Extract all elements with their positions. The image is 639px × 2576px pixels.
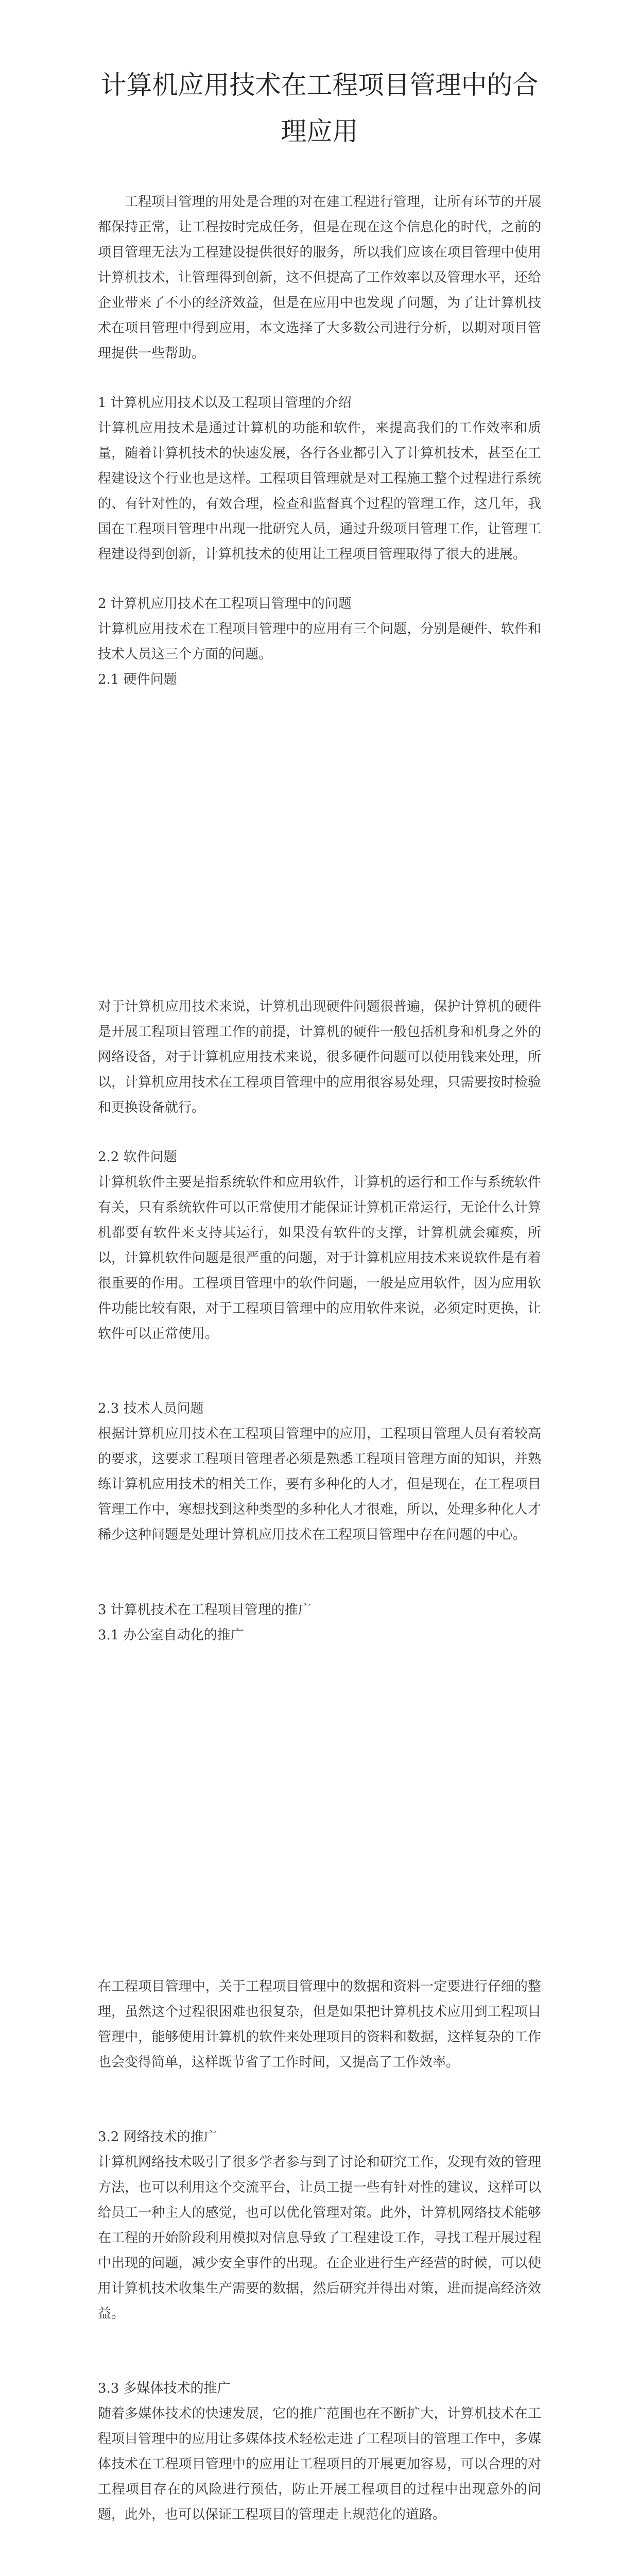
section-2-3-body: 根据计算机应用技术在工程项目管理中的应用，工程项目管理人员有着较高的要求，这要求工程项目管理者必须是熟悉工程项目管理方面的知识，并熟练计算机应用技术的相关工作，要有多种化的人才，但是现在，在工程项目管理工作中，寒想找到这种类型的多种化人才很难，所以，处理多种化人才稀少这种问题是处理计算机应用技术在工程项目管理中存在问题的中心。: [98, 1426, 541, 1543]
section-2-2-body: 计算机软件主要是指系统软件和应用软件，计算机的运行和工作与系统软件有关，只有系统软件可以正常使用才能保证计算机正常运行，无论什么计算机都要有软件来支持其运行，如果没有软件的支撑，计算机就会瘫痪，所以，计算机软件问题是很严重的问题，对于计算机应用技术来说软件是有着很重要的作用。工程项目管理中的软件问题，一般是应用软件，因为应用软件功能比较有限，对于工程项目管理中的应用软件来说，必须定时更换，让软件可以正常使用。: [98, 1175, 541, 1342]
section-3-3-heading: 3.3 多媒体技术的推广: [98, 2381, 231, 2396]
section-2-heading: 2 计算机应用技术在工程项目管理中的问题: [98, 596, 352, 612]
section-3-2-body: 计算机网络技术吸引了很多学者参与到了讨论和研究工作，发现有效的管理方法，也可以利用这个交流平台，让员工提一些有针对性的建议，这样可以给员工一种主人的感觉，也可以优化管理对策。此外，计算机网络技术能够在工程的开始阶段利用模拟对信息导致了工程建设工作，寻找工程开展过程中出现的问题，减少安全事件的出现。在企业进行生产经营的时候，可以使用计算机技术收集生产需要的数据，然后研究并得出对策，进而提高经济效益。: [98, 2155, 541, 2321]
section-3-heading: 3 计算机技术在工程项目管理的推广: [98, 1602, 312, 1618]
intro-paragraph: 工程项目管理的用处是合理的对在建工程进行管理，让所有环节的开展都保持正常，让工程按时完成任务，但是在现在这个信息化的时代，之前的项目管理无法为工程建设提供很好的服务，所以我们应该在项目管理中使用计算机技术，让管理得到创新，这不但提高了工作效率以及管理水平，还给企业带来了不小的经济效益，但是在应用中也发现了问题，为了让计算机技术在项目管理中得到应用，本文选择了大多数公司进行分析，以期对项目管理提供一些帮助。: [98, 194, 541, 361]
section-2-body: 计算机应用技术在工程项目管理中的应用有三个问题，分别是硬件、软件和技术人员这三个方面的问题。: [98, 621, 541, 662]
section-2-3-heading: 2.3 技术人员问题: [98, 1401, 204, 1416]
document-title: 计算机应用技术在工程项目管理中的合理应用: [100, 70, 539, 146]
section-1-body: 计算机应用技术是通过计算机的功能和软件，来提高我们的工作效率和质量，随着计算机技术的快速发展，各行各业都引入了计算机技术，甚至在工程建设这个行业也是这样。工程项目管理就是对工程施工整个过程进行系统的、有针对性的，有效合理，检查和监督真个过程的管理工作，这几年，我国在工程项目管理中出现一批研究人员，通过升级项目管理工作，让管理工程建设得到创新，计算机技术的使用让工程项目管理取得了很大的进展。: [98, 420, 541, 562]
section-3-1-body: 在工程项目管理中，关于工程项目管理中的数据和资料一定要进行仔细的整理，虽然这个过程很困难也很复杂，但是如果把计算机技术应用到工程项目管理中，能够使用计算机的软件来处理项目的资料和数据，这样复杂的工作也会变得简单，这样既节省了工作时间，又提高了工作效率。: [98, 1979, 541, 2070]
section-3-2-heading: 3.2 网络技术的推广: [98, 2129, 217, 2145]
section-2-1-body: 对于计算机应用技术来说，计算机出现硬件问题很普遍，保护计算机的硬件是开展工程项目管理工作的前提，计算机的硬件一般包括机身和机身之外的网络设备，对于计算机应用技术来说，很多硬件问题可以使用钱来处理，所以，计算机应用技术在工程项目管理中的应用很容易处理，只需要按时检验和更换设备就行。: [98, 999, 541, 1115]
section-2-2-heading: 2.2 软件问题: [98, 1149, 177, 1165]
section-2-1-heading: 2.1 硬件问题: [98, 672, 177, 687]
section-3-3-body: 随着多媒体技术的快速发展，它的推广范围也在不断扩大，计算机技术在工程项目管理中的应用让多媒体技术轻松走进了工程项目的管理工作中，多媒体技术在工程项目管理中的应用让工程项目的开展更加容易，可以合理的对工程项目存在的风险进行预估，防止开展工程项目的过程中出现意外的问题，此外，也可以保证工程项目的管理走上规范化的道路。: [98, 2406, 541, 2522]
section-1-heading: 1 计算机应用技术以及工程项目管理的介绍: [98, 395, 352, 411]
section-3-1-heading: 3.1 办公室自动化的推广: [98, 1628, 244, 1643]
